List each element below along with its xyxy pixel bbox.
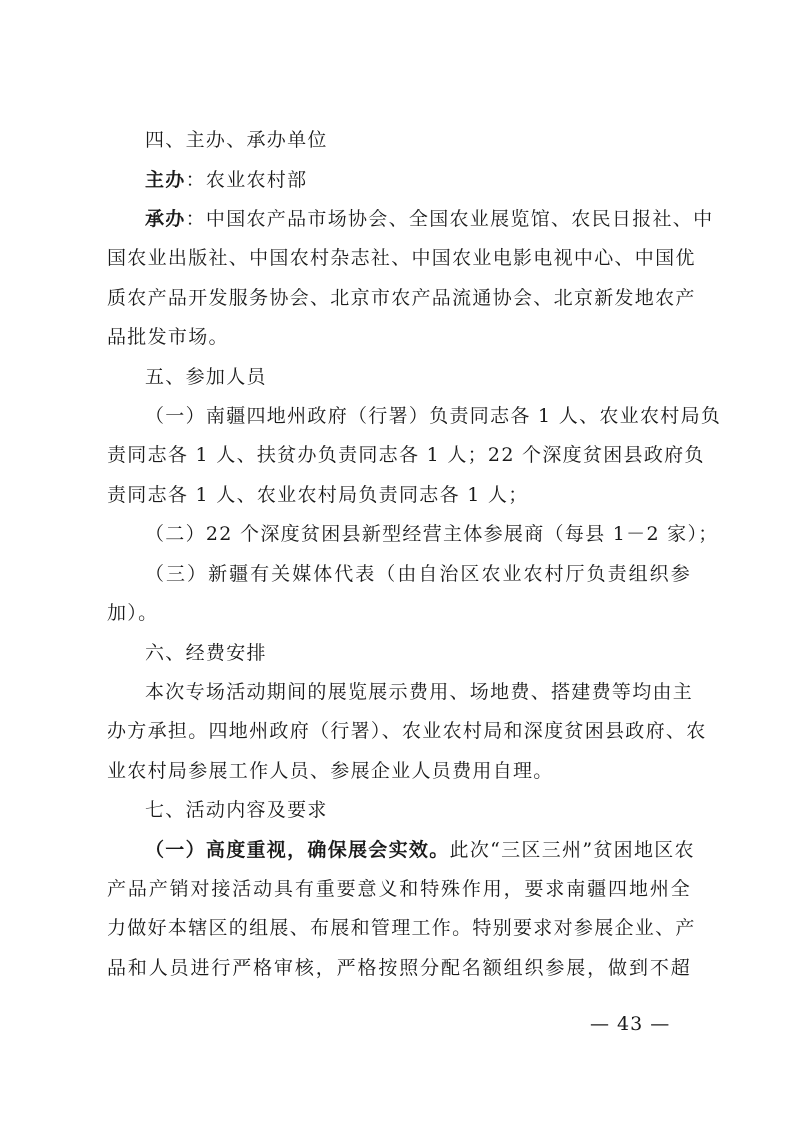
paragraph-line: （一）高度重视，确保展会实效。此次“三区三州”贫困地区农	[145, 839, 695, 861]
paragraph-line: 责同志各 1 人、农业农村局负责同志各 1 人；	[107, 484, 529, 506]
co-organizer-line: 承办：中国农产品市场协会、全国农业展览馆、农民日报社、中	[145, 208, 714, 230]
paragraph-line: 本次专场活动期间的展览展示费用、场地费、搭建费等均由主	[145, 681, 694, 703]
paragraph-line: 国农业出版社、中国农村杂志社、中国农业电影电视中心、中国优	[107, 247, 696, 269]
paragraph-line: （三）新疆有关媒体代表（由自治区农业农村厅负责组织参	[145, 563, 691, 585]
paragraph-line: 质农产品开发服务协会、北京市农产品流通协会、北京新发地农产	[107, 287, 696, 309]
paragraph-line: 办方承担。四地州政府（行署）、农业农村局和深度贫困县政府、农	[107, 720, 707, 742]
section-heading-7: 七、活动内容及要求	[145, 799, 328, 821]
paragraph-line: 业农村局参展工作人员、参展企业人员费用自理。	[107, 760, 554, 782]
paragraph-line: 责同志各 1 人、扶贫办负责同志各 1 人；22 个深度贫困县政府负	[107, 444, 705, 466]
paragraph-line: （二）22 个深度贫困县新型经营主体参展商（每县 1－2 家）；	[145, 523, 719, 545]
section-heading-5: 五、参加人员	[145, 366, 267, 388]
paragraph-line: 加）。	[107, 602, 159, 624]
paragraph-line: 品和人员进行严格审核，严格按照分配名额组织参展，做到不超	[107, 957, 691, 979]
section-heading-4: 四、主办、承办单位	[145, 129, 328, 151]
paragraph-line: 产品产销对接活动具有重要意义和特殊作用，要求南疆四地州全	[107, 878, 691, 900]
paragraph-line: 品批发市场。	[107, 326, 229, 348]
section-heading-6: 六、经费安排	[145, 642, 267, 664]
organizer-line: 主办：农业农村部	[145, 169, 308, 191]
page-number: — 43 —	[590, 1013, 671, 1035]
paragraph-line: 力做好本辖区的组展、布展和管理工作。特别要求对参展企业、产	[107, 917, 696, 939]
paragraph-line: （一）南疆四地州政府（行署）负责同志各 1 人、农业农村局负	[145, 405, 722, 427]
